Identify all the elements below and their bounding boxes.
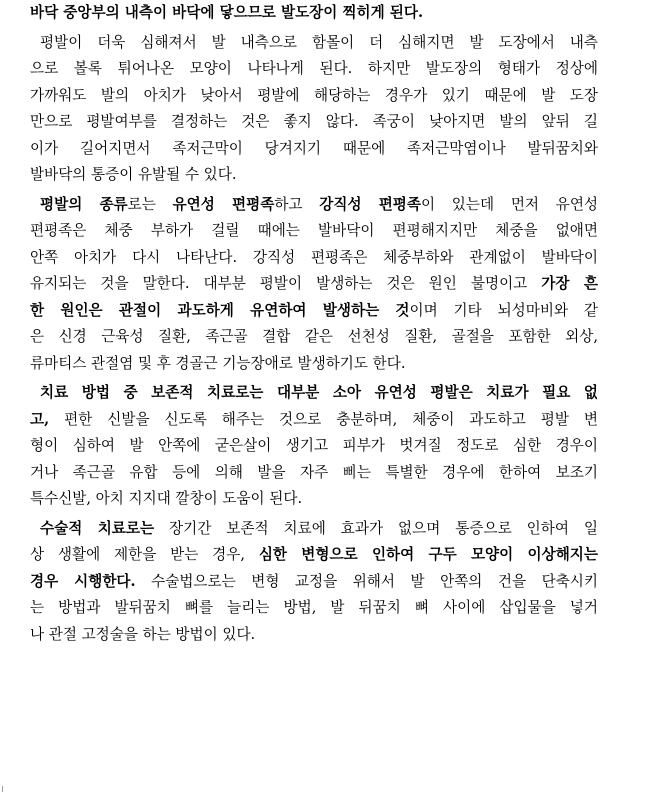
text-run: 만으로 평발여부를 결정하는 것은 좋지 않다. 족궁이 낮아지면 발의 앞뒤 길 [30, 113, 598, 130]
bold-text-run: 경우 시행한다. [30, 572, 136, 590]
text-line [30, 162, 598, 189]
bold-text-run: 강직성 편평족 [319, 195, 421, 213]
edge-mark [2, 786, 3, 792]
text-run: 수술법으로는 변형 교정을 위해서 발 안쪽의 건을 단축시키 [135, 572, 598, 590]
text-run: 하고 [274, 195, 320, 213]
text-run: 안쪽 아치가 다시 나타난다. 강직성 편평족은 체중부하와 관계없이 발바닥이 [30, 248, 598, 266]
top-fragment-text: 바닥 중앙부의 내측이 바닥에 닿으므로 발도장이 찍히게 된다. [30, 4, 424, 21]
text-line [30, 56, 598, 83]
bold-text-run: 가장 흔 [541, 275, 598, 292]
text-run: 형이 심하여 발 안쪽에 굳은살이 생기고 피부가 벗겨질 정도로 심한 경우이 [30, 437, 598, 454]
text-line [30, 271, 598, 298]
text-run: 거나 족근골 유합 등에 의해 발을 자주 삐는 특별한 경우에 한하여 보조기 [30, 463, 598, 481]
text-run: 편평족은 체중 부하가 걸릴 때에는 발바닥이 편평해지지만 체중을 없애면 [30, 222, 598, 239]
text-line [30, 486, 598, 513]
text-line [30, 351, 598, 378]
text-line [30, 460, 598, 487]
bold-text-run: 심한 변형으로 인하여 구두 모양이 이상해지는 [258, 546, 598, 563]
paragraph-list [30, 30, 598, 649]
bold-text-run: 평발의 종류 [40, 195, 128, 213]
document-page [30, 0, 598, 648]
text-run: 이 있는데 먼저 유연성 [421, 195, 599, 213]
text-run: 는 방법과 발뒤꿈치 뼈를 늘리는 방법, 발 뒤꿈치 뼈 사이에 삽입물을 넣거 [30, 599, 598, 616]
text-line [30, 83, 598, 110]
text-run: 평발이 더욱 심해져서 발 내측으로 함몰이 더 심해지면 발 도장에서 내측 [40, 33, 598, 51]
text-run: 편한 신발을 신도록 해주는 것으로 충분하며, 체중이 과도하고 평발 변 [49, 410, 598, 428]
text-line [30, 622, 598, 649]
text-run: 이가 길어지면서 족저근막이 당겨지기 때문에 족저근막염이나 발뒤꿈치와 [30, 139, 598, 157]
text-run: 으로 볼록 튀어나온 모양이 나타나게 된다. 하지만 발도장의 형태가 정상에 [30, 60, 598, 77]
text-line [30, 298, 598, 325]
text-line [30, 516, 598, 543]
text-line [30, 136, 598, 163]
top-fragment-line [30, 0, 598, 27]
text-line [30, 324, 598, 351]
bold-text-run: 한 원인은 관절이 과도하게 유연하여 발생하는 것 [30, 301, 410, 319]
bold-text-run: 유연성 편평족 [172, 195, 275, 213]
paragraph [30, 516, 598, 649]
paragraph [30, 30, 598, 189]
text-line [30, 30, 598, 57]
text-run: 상 생활에 제한을 받는 경우, [30, 546, 259, 563]
bold-text-run: 수술적 치료로는 [40, 519, 155, 537]
bold-text-run: 치료 방법 중 보존적 치료로는 대부분 소아 유연성 평발은 치료가 필요 없 [40, 384, 598, 401]
text-line [30, 569, 598, 596]
text-run: 유지되는 것을 말한다. 대부분 평발이 발생하는 것은 원인 불명이고 [30, 275, 542, 292]
text-run: 이며 기타 뇌성마비와 같 [409, 301, 598, 319]
text-run: 로는 [127, 195, 173, 213]
text-line [30, 245, 598, 272]
text-line [30, 192, 598, 219]
text-run: 발바닥의 통증이 유발될 수 있다. [30, 166, 237, 183]
text-line [30, 218, 598, 245]
text-run: 류마티스 관절염 및 후 경골근 기능장애로 발생하기도 한다. [30, 354, 406, 372]
bold-text-run: 고, [30, 410, 50, 428]
text-run: 특수신발, 아치 지지대 깔창이 도움이 된다. [30, 490, 303, 507]
text-run: 나 관절 고정술을 하는 방법이 있다. [30, 625, 256, 643]
text-run: 은 신경 근육성 질환, 족근골 결합 같은 선천성 질환, 골절을 포함한 외상, [30, 328, 598, 345]
paragraph [30, 380, 598, 513]
text-line [30, 433, 598, 460]
text-line [30, 542, 598, 569]
paragraph [30, 192, 598, 378]
text-run: 가까워도 발의 아치가 낮아서 평발에 해당하는 경우가 있기 때문에 발 도장 [30, 86, 598, 104]
text-run: 장기간 보존적 치료에 효과가 없으며 통증으로 인하여 일 [154, 519, 599, 537]
text-line [30, 407, 598, 434]
text-line [30, 109, 598, 136]
text-line [30, 595, 598, 622]
text-line [30, 380, 598, 407]
